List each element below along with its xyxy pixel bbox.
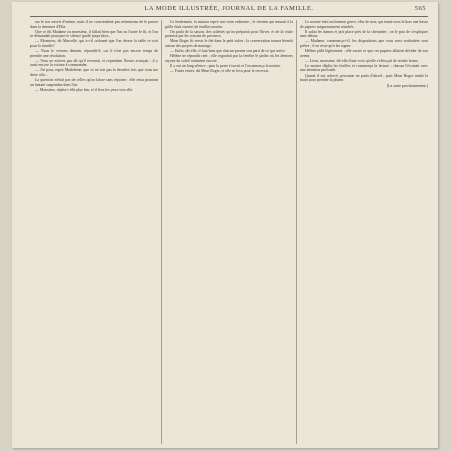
- text-column-1: [30, 20, 158, 446]
- article-paragraph: Le notaire était un homme grave, vêtu de noir, qui tenait sous le bras une liasse de papiers soigneusement attachés.: [300, 20, 428, 29]
- article-paragraph: Le lendemain, la maison reprit son train ordinaire ; le chemin qui menait à la grille était couvert de feuilles mortes.: [165, 20, 293, 29]
- article-paragraph: Que ce fût Madame ou monsieur, il fallait bien que l'un ou l'autre le fît, et l'on se demandait pourquoi le silence gardé jusqu'alors...: [30, 29, 158, 39]
- article-paragraph: La question n'était pas de celles qu'on laisse sans réponse ; elle resta pourtant un instant suspendue dans l'air.: [30, 78, 158, 87]
- column-divider: [161, 20, 162, 444]
- magazine-page: [12, 2, 438, 448]
- article-paragraph: — Monsieur, répéta-t-elle plus bas, et il leva les yeux vers elle.: [35, 87, 134, 92]
- column-divider: [296, 20, 297, 444]
- article-paragraph: — Nous le verrons demain, répondit-il, car il n'est pas encore temps de prendre une résolution.: [30, 49, 158, 58]
- article-paragraph: sur le ton ouvert d'estime, mais il ne conviendrait pas néanmoins de le passer dans la demeure d'Ella.: [30, 20, 158, 29]
- article-paragraph: — Madame, commença-t-il, les dispositions que vous avez souhaitées sont prêtes ; il ne reste qu'à les signer.: [300, 39, 428, 48]
- page-header: [30, 5, 428, 15]
- article-paragraph: — Faites entrer, dit Mme Roger, et elle se leva pour le recevoir.: [170, 68, 269, 73]
- article-paragraph: Il salua les dames et prit place près de la cheminée ; on le pria de s'expliquer sans détour.: [300, 29, 428, 39]
- header-rule: [30, 16, 428, 17]
- article-paragraph: Le notaire déplia les feuilles et commença la lecture ; chacun l'écoutait avec une attention profonde.: [300, 63, 428, 73]
- text-column-2: [165, 20, 293, 446]
- article-paragraph: Il y eut un long silence ; puis la porte s'ouvrit et l'on annonça le notaire.: [170, 63, 282, 68]
- article-paragraph: Hélène pâlit légèrement ; elle savait ce que ces papiers allaient décider de son avenir.: [300, 49, 428, 58]
- article-paragraph: — Enfin, dit-elle, il faut bien que chacun prenne son parti de ce qui arrive.: [170, 49, 286, 54]
- page-number: 565: [414, 5, 426, 12]
- article-paragraph: — Vous ne m'avez pas dit qu'il revenait, et cependant l'heure avançait ; il y avait encore la voiture à commander.: [30, 58, 158, 68]
- text-column-3: [300, 20, 428, 446]
- article-paragraph: Quand il eut achevé, personne ne parla d'abord ; puis Mme Roger tendit la main pour prendre la plume.: [300, 73, 428, 83]
- article-paragraph: Hélène ne répondit rien ; elle regardait par la fenêtre le jardin où les derniers rayons du soleil traînaient encore.: [165, 54, 293, 63]
- article-paragraph: Mme Roger fit servir le thé dans le petit salon ; la conversation tourna bientôt autour des projets de mariage.: [165, 39, 293, 48]
- article-paragraph: — J'ai peur, reprit Madeleine, que ce ne soit pas la dernière fois que vous me direz cela...: [30, 68, 158, 78]
- running-title: LA MODE ILLUSTRÉE, JOURNAL DE LA FAMILLE.: [144, 5, 314, 12]
- article-paragraph: On parla de la saison, des toilettes qu'on préparait pour l'hiver, et de la visite promise par les cousins de province.: [165, 29, 293, 39]
- continuation-note: (La suite prochainement.): [386, 82, 428, 88]
- article-paragraph: — Lisez, monsieur, dit-elle d'une voix qu'elle s'efforçait de rendre ferme.: [305, 58, 419, 63]
- article-paragraph: — Monsieur, dit Marcelle, qui a-t-il ordonné que l'on dresse la table ce soir pour la famille?: [30, 39, 158, 48]
